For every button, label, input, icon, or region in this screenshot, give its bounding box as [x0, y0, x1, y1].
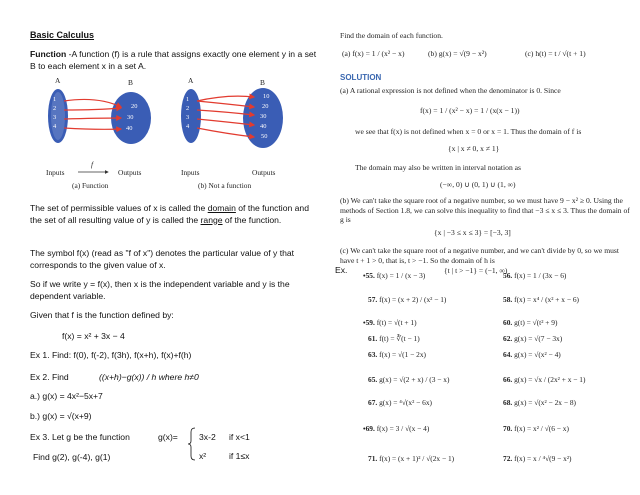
exercise-formula: g(x) = √(7 − 3x) — [514, 334, 563, 343]
exercise-item — [503, 375, 585, 384]
exercise-number: 63. — [368, 350, 378, 359]
exercise-number: 57. — [368, 295, 378, 304]
example-2a: a.) g(x) = 4x²−5x+7 — [30, 391, 103, 401]
exercise-item — [368, 454, 454, 463]
set-a2-label: A — [188, 76, 194, 85]
solution-b: (b) We can't take the square root of a negative number, so we must have 9 − x² ≥ 0. Using the methods of Section 1.8, we can solve this inequality to find that −3 ≤ x ≤ 3. Thus the domain of g is — [340, 196, 630, 224]
exercise-formula: f(x) = (x + 2) / (x² − 1) — [379, 295, 447, 304]
exercise-formula: f(t) = ∛(t − 1) — [379, 334, 420, 343]
exercise-item — [503, 271, 566, 280]
set-a-item: 2 — [53, 105, 57, 112]
example-2b: b.) g(x) = √(x+9) — [30, 411, 92, 421]
exercise-number: •55. — [363, 271, 375, 280]
exercise-item — [368, 334, 420, 343]
solution-a-2: we see that f(x) is not defined when x = 0 or x = 1. Thus the domain of f is — [355, 127, 582, 136]
exercise-item — [503, 295, 579, 304]
exercise-formula: f(x) = 1 / (x − 3) — [376, 271, 426, 280]
inputs-label-2: Inputs — [181, 168, 200, 177]
set-b2-item: 10 — [263, 93, 270, 100]
function-diagram — [38, 76, 298, 194]
set-a2-item: 4 — [186, 123, 190, 130]
exercise-number: 60. — [503, 318, 513, 327]
exercise-formula: f(x) = x² / √(6 − x) — [514, 424, 569, 433]
symbol-paragraph: The symbol f(x) (read as "f of x") denotes the particular value of y that corresponds to the given value of x. — [30, 248, 295, 270]
right-heading: Find the domain of each function. — [340, 31, 443, 40]
set-a2-item: 3 — [186, 114, 190, 121]
given-text: Given that f is the function defined by: — [30, 310, 174, 320]
piecewise-cond-1: if x<1 — [229, 432, 250, 442]
solution-heading: SOLUTION — [340, 73, 382, 82]
domain-text-1: The set of permissible values of x is called the — [30, 203, 208, 213]
caption-function: (a) Function — [72, 181, 109, 190]
exercise-number: 70. — [503, 424, 513, 433]
exercise-formula: f(x) = 1 / (3x − 6) — [514, 271, 567, 280]
exercise-item — [363, 271, 425, 280]
exercise-number: •69. — [363, 424, 375, 433]
example-1: Ex 1. Find: f(0), f(-2), f(3h), f(x+h), f(x)+f(h) — [30, 350, 192, 360]
exercise-item — [368, 375, 449, 384]
exercise-number: 72. — [503, 454, 513, 463]
caption-not-function: (b) Not a function — [198, 181, 252, 190]
set-a-item: 4 — [53, 123, 57, 130]
ex-label: Ex. — [335, 265, 348, 275]
set-a-label: A — [55, 76, 61, 85]
solution-a: (a) A rational expression is not defined when the denominator is 0. Since — [340, 86, 561, 95]
problem-b: (b) g(x) = √(9 − x²) — [428, 49, 487, 58]
definition-term: Function — [30, 49, 67, 59]
example-2-formula: ((x+h)−g(x)) / h where h≠0 — [99, 372, 199, 382]
set-b2-label: B — [260, 78, 265, 87]
exercise-formula: f(x) = 3 / √(x − 4) — [376, 424, 430, 433]
piecewise-case-1: 3x-2 — [199, 432, 216, 442]
piecewise-cond-2: if 1≤x — [229, 451, 250, 461]
solution-a-interval: (−∞, 0) ∪ (0, 1) ∪ (1, ∞) — [440, 180, 516, 189]
definition-text: -A function (f) is a rule that assigns exactly one element y in a set B to each element x in a set A. — [30, 49, 317, 71]
set-b2-item: 50 — [261, 133, 268, 140]
domain-text-2: of the function and the set of all resulting value of y is called the — [30, 203, 309, 225]
domain-text-3: of the function. — [222, 214, 282, 225]
f-label: f — [91, 160, 94, 169]
piecewise-case-2: x² — [199, 451, 207, 461]
range-word: range — [200, 214, 223, 225]
exercise-item — [368, 295, 446, 304]
set-a2-item: 1 — [186, 96, 190, 103]
problem-c: (c) h(t) = t / √(t + 1) — [525, 49, 586, 58]
exercise-formula: f(x) = (x + 1)² / √(2x − 1) — [379, 454, 455, 463]
exercise-formula: g(x) = √(2 + x) / (3 − x) — [379, 375, 450, 384]
set-a-item: 1 — [53, 96, 57, 103]
domain-range-paragraph — [30, 203, 320, 226]
set-a2-ellipse — [181, 89, 201, 143]
exercise-number: 67. — [368, 398, 378, 407]
exercise-item — [503, 424, 569, 433]
set-b-label: B — [128, 78, 133, 87]
exercise-number: 62. — [503, 334, 513, 343]
set-a-item: 3 — [53, 114, 57, 121]
exercise-number: 65. — [368, 375, 378, 384]
exercise-item — [363, 424, 429, 433]
exercise-formula: g(x) = √x / (2x² + x − 1) — [514, 375, 586, 384]
solution-a-equation: f(x) = 1 / (x² − x) = 1 / (x(x − 1)) — [420, 106, 520, 115]
function-definition — [30, 49, 320, 72]
variables-paragraph: So if we write y = f(x), then x is the independent variable and y is the dependent variable. — [30, 279, 290, 301]
set-a2-item: 2 — [186, 105, 190, 112]
piecewise-g: g(x)= — [158, 432, 178, 442]
exercise-formula: g(x) = √(x² − 2x − 8) — [514, 398, 576, 407]
solution-c-set: {t | t > −1} = (−1, ∞) — [444, 266, 508, 275]
exercise-list — [363, 268, 640, 495]
exercise-formula: f(t) = √(t + 1) — [376, 318, 417, 327]
exercise-formula: g(x) = √(x² − 4) — [514, 350, 561, 359]
solution-c: (c) We can't take the square root of a negative number, and we can't divide by 0, so we must have t + 1 > 0, that is, t > −1. So the domain of h is — [340, 246, 619, 265]
exercise-item — [363, 318, 417, 327]
exercise-number: 68. — [503, 398, 513, 407]
set-b-item: 20 — [131, 103, 138, 110]
inputs-label: Inputs — [46, 168, 65, 177]
exercise-item — [503, 454, 572, 463]
exercise-formula: g(t) = √(t² + 9) — [514, 318, 558, 327]
exercise-number: •59. — [363, 318, 375, 327]
exercise-item — [503, 350, 561, 359]
exercise-formula: g(x) = ⁴√(x² − 6x) — [379, 398, 433, 407]
domain-word: domain — [207, 203, 236, 213]
set-b-item: 40 — [126, 125, 133, 132]
exercise-formula: f(x) = x⁴ / (x² + x − 6) — [514, 295, 580, 304]
outputs-label: Outputs — [118, 168, 142, 177]
exercise-number: 58. — [503, 295, 513, 304]
exercise-formula: f(x) = √(1 − 2x) — [379, 350, 426, 359]
exercise-number: 66. — [503, 375, 513, 384]
problem-a: (a) f(x) = 1 / (x² − x) — [342, 49, 405, 58]
exercise-formula: f(x) = x / ⁴√(9 − x²) — [514, 454, 572, 463]
find-text: Find g(2), g(-4), g(1) — [33, 452, 111, 462]
example-3-label: Ex 3. Let g be the function — [30, 432, 130, 442]
solution-a-3: The domain may also be written in interval notation as — [355, 163, 521, 172]
given-formula: f(x) = x² + 3x − 4 — [62, 331, 125, 341]
exercise-item — [368, 398, 432, 407]
example-2-label: Ex 2. Find — [30, 372, 69, 382]
set-b2-item: 20 — [262, 103, 269, 110]
exercise-number: 71. — [368, 454, 378, 463]
exercise-number: 64. — [503, 350, 513, 359]
exercise-number: 61. — [368, 334, 378, 343]
page-title: Basic Calculus — [30, 30, 95, 40]
exercise-item — [503, 318, 557, 327]
exercise-item — [368, 350, 426, 359]
set-b2-item: 40 — [260, 123, 267, 130]
exercise-item — [503, 334, 562, 343]
set-b2-item: 30 — [260, 113, 267, 120]
outputs-label-2: Outputs — [252, 168, 276, 177]
solution-a-set: {x | x ≠ 0, x ≠ 1} — [448, 144, 500, 153]
piecewise-brace — [188, 427, 196, 461]
exercise-number: 56. — [503, 271, 513, 280]
exercise-item — [503, 398, 576, 407]
set-b-item: 30 — [127, 114, 134, 121]
solution-b-set: {x | −3 ≤ x ≤ 3} = [−3, 3] — [434, 228, 511, 237]
